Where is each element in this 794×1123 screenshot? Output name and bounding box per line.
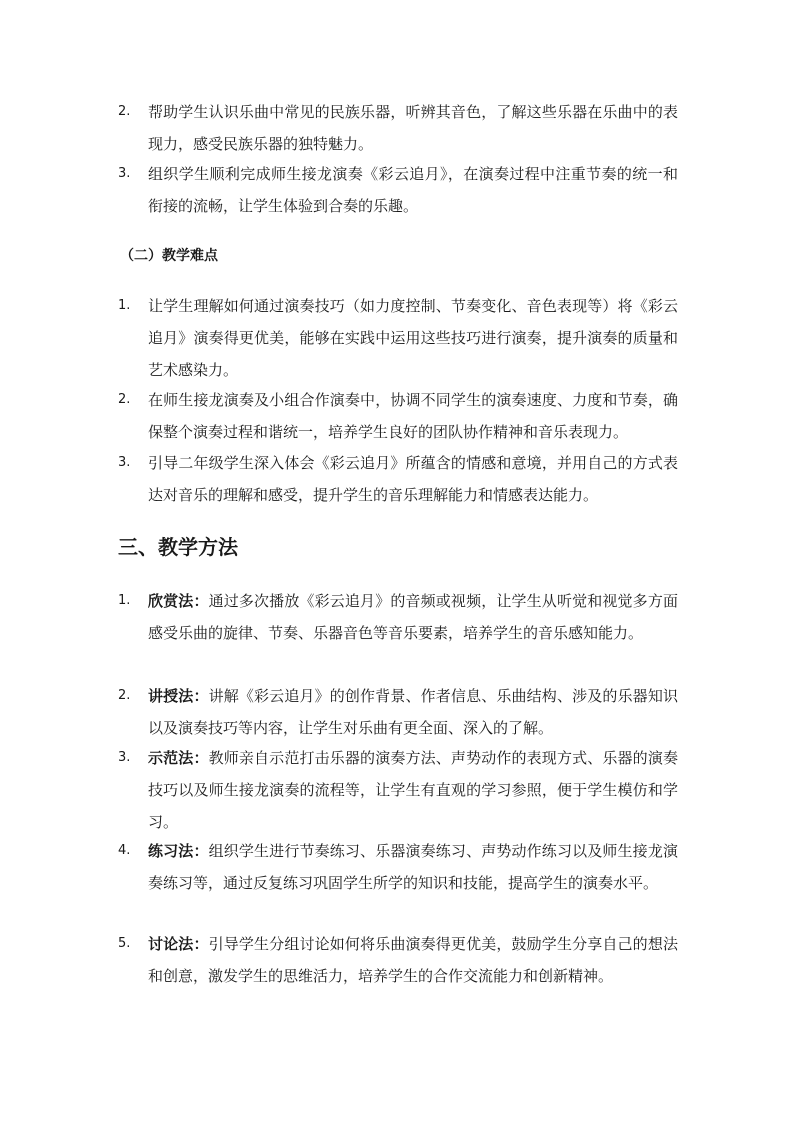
method-term: 练习法 [148, 842, 194, 860]
method-description: 组织学生进行节奏练习、乐器演奏练习、声势动作练习以及师生接龙演奏练习等，通过反复练习巩固学生所学的知识和技能，提高学生的演奏水平。 [148, 842, 678, 892]
list-text [148, 742, 678, 838]
term-separator: ： [193, 687, 209, 705]
section-heading: 三、教学方法 [118, 535, 238, 559]
list-item [118, 680, 678, 744]
list-item [118, 384, 678, 448]
list-text: 引导二年级学生深入体会《彩云追月》所蕴含的情感和意境，并用自己的方式表达对音乐的理解和感受，提升学生的音乐理解能力和情感表达能力。 [148, 454, 678, 504]
list-number: 3. [118, 166, 131, 181]
method-term: 讨论法 [148, 935, 194, 953]
list-item [118, 158, 678, 222]
method-term: 欣赏法 [148, 592, 194, 610]
method-term: 讲授法 [148, 687, 194, 705]
method-description: 教师亲自示范打击乐器的演奏方法、声势动作的表现方式、乐器的演奏技巧以及师生接龙演奏的流程等，让学生有直观的学习参照，便于学生模仿和学习。 [148, 749, 678, 831]
method-description: 通过多次播放《彩云追月》的音频或视频，让学生从听觉和视觉多方面感受乐曲的旋律、节奏、乐器音色等音乐要素，培养学生的音乐感知能力。 [148, 592, 678, 642]
method-description: 讲解《彩云追月》的创作背景、作者信息、乐曲结构、涉及的乐器知识以及演奏技巧等内容，让学生对乐曲有更全面、深入的了解。 [148, 687, 678, 737]
term-separator: ： [193, 842, 209, 860]
list-number: 3. [118, 750, 131, 765]
term-separator: ： [193, 592, 209, 610]
list-item [118, 447, 678, 511]
list-text [148, 835, 678, 899]
method-term: 示范法 [148, 749, 194, 767]
list-text: 帮助学生认识乐曲中常见的民族乐器，听辨其音色，了解这些乐器在乐曲中的表现力，感受民族乐器的独特魅力。 [148, 103, 678, 153]
list-item [118, 928, 678, 992]
list-number: 3. [118, 455, 131, 470]
list-number: 1. [118, 298, 131, 313]
list-number: 2. [118, 392, 131, 407]
list-item [118, 585, 678, 649]
list-text: 组织学生顺利完成师生接龙演奏《彩云追月》，在演奏过程中注重节奏的统一和衔接的流畅，让学生体验到合奏的乐趣。 [148, 165, 678, 215]
list-item [118, 96, 678, 160]
list-text [148, 928, 678, 992]
method-description: 引导学生分组讨论如何将乐曲演奏得更优美，鼓励学生分享自己的想法和创意，激发学生的思维活力，培养学生的合作交流能力和创新精神。 [148, 935, 678, 985]
list-text: 在师生接龙演奏及小组合作演奏中，协调不同学生的演奏速度、力度和节奏，确保整个演奏过程和谐统一，培养学生良好的团队协作精神和音乐表现力。 [148, 391, 678, 441]
list-number: 2. [118, 104, 131, 119]
list-text: 让学生理解如何通过演奏技巧（如力度控制、节奏变化、音色表现等）将《彩云追月》演奏得更优美，能够在实践中运用这些技巧进行演奏，提升演奏的质量和艺术感染力。 [148, 297, 678, 379]
term-separator: ： [193, 749, 209, 767]
list-text [148, 585, 678, 649]
list-item [118, 742, 678, 838]
term-separator: ： [193, 935, 209, 953]
list-number: 5. [118, 936, 131, 951]
list-text [148, 680, 678, 744]
list-number: 1. [118, 593, 131, 608]
section-subheading: （二）教学难点 [120, 248, 218, 264]
list-number: 4. [118, 843, 131, 858]
list-number: 2. [118, 688, 131, 703]
list-item [118, 290, 678, 386]
list-item [118, 835, 678, 899]
